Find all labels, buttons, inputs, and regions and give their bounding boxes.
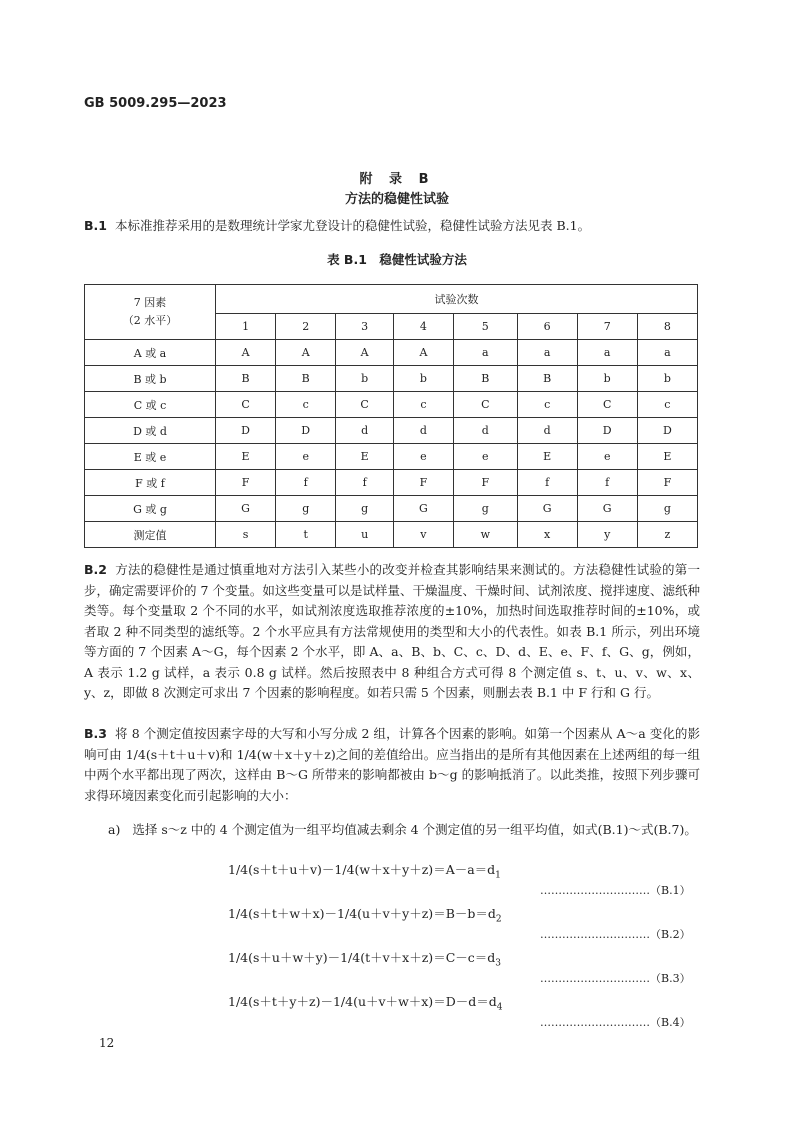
table-row [85,340,698,366]
clause-text: 本标准推荐采用的是数理统计学家尤登设计的稳健性试验，稳健性试验方法见表 B.1。 [114,218,591,233]
table-cell: f [276,470,336,496]
trial-number-cell: 8 [637,314,697,340]
table-cell: b [393,366,453,392]
table-cell: D [216,418,276,444]
clause-number: B.3 [84,726,107,741]
table-row [85,522,698,548]
formula-expression: 1/4(s＋t＋w＋x)－1/4(u＋v＋y＋z)＝B－b＝d [228,906,496,921]
table-cell: a [517,340,577,366]
clause-b3 [84,724,700,806]
table-cell: G [577,496,637,522]
robustness-test-table [84,284,698,548]
table-cell: F [216,470,276,496]
table-row [85,392,698,418]
table-cell: G [517,496,577,522]
table-cell: d [336,418,394,444]
equation-number: …………………………（B.2） [540,928,691,941]
table-cell: A [276,340,336,366]
table-cell: c [637,392,697,418]
table-cell: d [393,418,453,444]
formula-expression: 1/4(s＋t＋u＋v)－1/4(w＋x＋y＋z)＝A－a＝d [228,862,496,877]
appendix-title: 附 录 B [359,172,435,187]
page-number: 12 [99,1036,115,1050]
table-cell: B [453,366,517,392]
table-cell: e [577,444,637,470]
table-body [85,340,698,548]
table-cell: f [336,470,394,496]
table-cell: w [453,522,517,548]
table-cell: t [276,522,336,548]
table-row [85,470,698,496]
table-cell: B [276,366,336,392]
table-cell: F [637,470,697,496]
trials-header-cell: 试验次数 [216,285,698,314]
trial-number-cell: 7 [577,314,637,340]
equation-number: …………………………（B.3） [540,972,691,985]
trial-number-cell: 4 [393,314,453,340]
table-cell: g [276,496,336,522]
formula-subscript: 2 [495,914,502,925]
table-title: 表 B.1 稳健性试验方法 [327,252,467,267]
table-cell: C [216,392,276,418]
clause-text: 方法的稳健性是通过慎重地对方法引入某些小的改变并检查其影响结果来测试的。方法稳健性试验的第一步，确定需要评价的 7 个变量。如这些变量可以是试样量、干燥温度、干燥时间、试剂浓度、搅拌速度、滤纸种类等。每个变量取 2 个不同的水平，如试剂浓度选取推荐浓度的±10%，加热时间选取推荐时间的±10%，或者取 2 种不同类型的滤纸等。2 个水平应具有方法常规使用的类型和大小的代表性。如表 B.1 所示，列出环境等方面的 7 个因素 A～G，每个因素 2 个水平，即 A、a、B、b、C、c、D、d、E、e、F、f、G、g，例如，A 表示 1.2 g 试样，a 表示 0.8 g 试样。然后按照表中 8 种组合方式可得 8 个测定值 s、t、u、v、w、x、y、z，即做 8 次测定可求出 7 个因素的影响程度。如若只需 5 个因素，则删去表 B.1 中 F 行和 G 行。 [84,562,700,700]
table-cell: F [453,470,517,496]
formula-subscript: 3 [495,958,501,969]
clause-number: B.2 [84,562,107,577]
table-cell: E [637,444,697,470]
table-row [85,418,698,444]
table-cell: c [393,392,453,418]
table-cell: x [517,522,577,548]
table-cell: d [453,418,517,444]
row-label-cell: D 或 d [85,418,216,444]
trial-number-cell: 6 [517,314,577,340]
table-cell: B [216,366,276,392]
table-cell: E [517,444,577,470]
table-cell: u [336,522,394,548]
table-cell: v [393,522,453,548]
clause-text: 将 8 个测定值按因素字母的大写和小写分成 2 组，计算各个因素的影响。如第一个因素从 A～a 变化的影响可由 1/4(s＋t＋u＋v)和 1/4(w＋x＋y＋z)之间的差值给出。应当指出的是所有其他因素在上述两组的每一组中两个水平都出现了两次，这样由 B～G 所带来的影响都被由 b～g 的影响抵消了。以此类推，按照下列步骤可求得环境因素变化而引起影响的大小： [84,726,700,803]
clause-number: B.1 [84,218,107,233]
table-cell: g [336,496,394,522]
factor-header-line: 7 因素 [133,296,167,309]
table-cell: C [336,392,394,418]
table-cell: e [393,444,453,470]
table-cell: e [276,444,336,470]
trial-number-cell: 5 [453,314,517,340]
equation-number: …………………………（B.1） [540,884,691,897]
formula-subscript: 4 [496,1002,503,1013]
formula-expression: 1/4(s＋t＋y＋z)－1/4(u＋v＋w＋x)＝D－d＝d [228,994,497,1009]
table-cell: G [393,496,453,522]
table-row [85,496,698,522]
formula-b3 [228,948,501,969]
table-cell: A [216,340,276,366]
formula-expression: 1/4(s＋u＋w＋y)－1/4(t＋v＋x＋z)＝C－c＝d [228,950,496,965]
list-item-a [108,820,700,841]
table-cell: E [216,444,276,470]
table-cell: C [453,392,517,418]
trial-number-cell: 1 [216,314,276,340]
table-cell: A [393,340,453,366]
appendix-subtitle: 方法的稳健性试验 [344,192,449,207]
table-cell: f [517,470,577,496]
table-cell: g [453,496,517,522]
formula-subscript: 1 [495,870,501,881]
clause-b2 [84,560,700,704]
table-row [85,444,698,470]
table-row [85,366,698,392]
list-item-text: 选择 s～z 中的 4 个测定值为一组平均值减去剩余 4 个测定值的另一组平均值，如式(B.1)～式(B.7)。 [132,822,697,837]
table-header-row [85,285,698,314]
table-cell: e [453,444,517,470]
table-cell: g [637,496,697,522]
table-cell: C [577,392,637,418]
table-cell: b [336,366,394,392]
table-cell: D [637,418,697,444]
table-cell: y [577,522,637,548]
table-cell: c [517,392,577,418]
row-label-cell: C 或 c [85,392,216,418]
table-cell: c [276,392,336,418]
formula-b1 [228,860,501,881]
factor-header-cell [85,285,216,340]
table-cell: D [276,418,336,444]
clause-b1 [84,216,700,237]
row-label-cell: E 或 e [85,444,216,470]
row-label-cell: B 或 b [85,366,216,392]
row-label-cell: 测定值 [85,522,216,548]
table-cell: a [453,340,517,366]
table-cell: F [393,470,453,496]
table-cell: G [216,496,276,522]
table-cell: a [577,340,637,366]
row-label-cell: G 或 g [85,496,216,522]
factor-header-line: （2 水平） [122,314,178,327]
table-cell: d [517,418,577,444]
list-item-label: a) [108,822,121,837]
table-cell: D [577,418,637,444]
equation-number: …………………………（B.4） [540,1016,691,1029]
table-cell: E [336,444,394,470]
row-label-cell: F 或 f [85,470,216,496]
table-cell: f [577,470,637,496]
table-cell: A [336,340,394,366]
formula-b4 [228,992,502,1013]
formula-b2 [228,904,502,925]
trial-number-cell: 2 [276,314,336,340]
document-code: GB 5009.295—2023 [84,96,227,111]
trial-number-cell: 3 [336,314,394,340]
row-label-cell: A 或 a [85,340,216,366]
table-cell: a [637,340,697,366]
table-cell: z [637,522,697,548]
table-cell: b [637,366,697,392]
table-cell: B [517,366,577,392]
table-cell: b [577,366,637,392]
table-cell: s [216,522,276,548]
